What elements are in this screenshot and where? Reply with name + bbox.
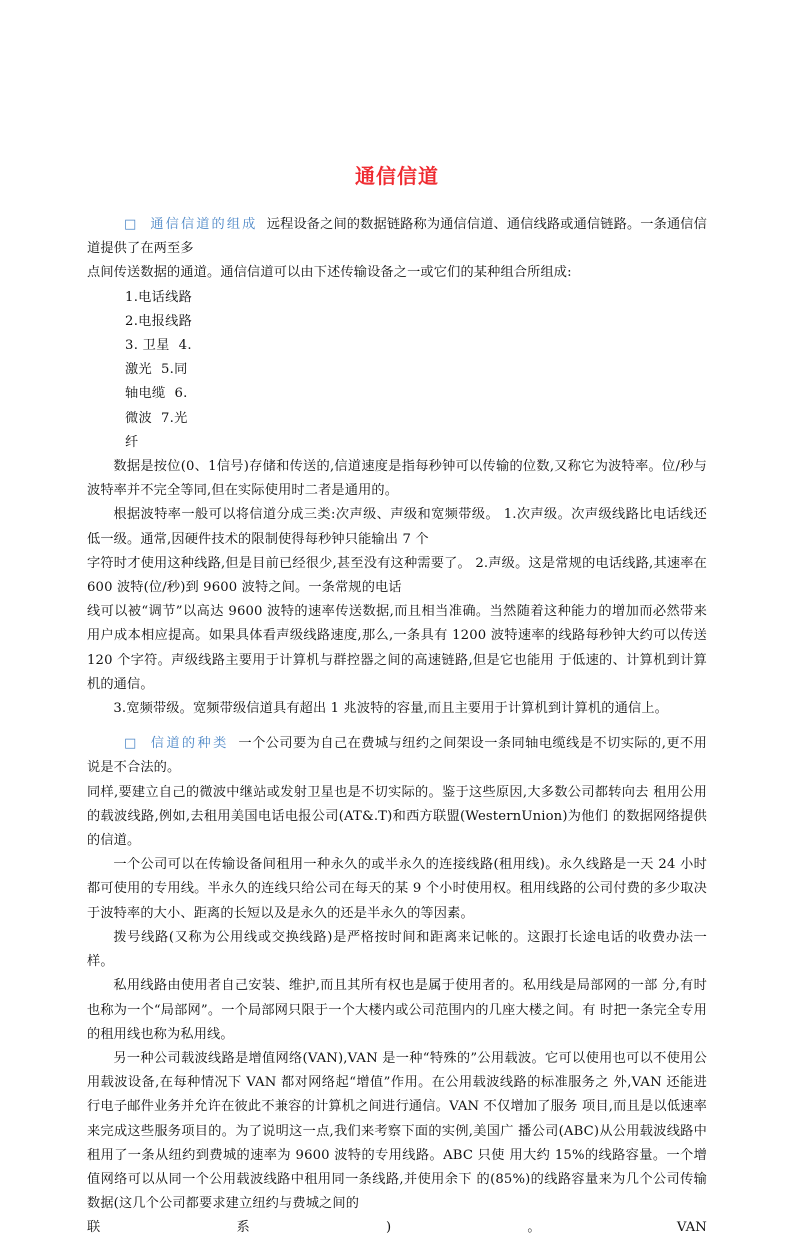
paragraph-van-tail — [87, 1216, 707, 1240]
paragraph-carrier-lines: 同样,要建立自己的微波中继站或发射卫星也是不切实际的。鉴于这些原因,大多数公司都转向去 租用公用的载波线路,例如,去租用美国电话电报公司(AT&.T)和西方联盟(WesternUnion)为他们 的数据网络提供的信道。 — [87, 784, 707, 849]
tail-fragment: 系 — [236, 1220, 250, 1236]
square-bullet-icon: □ — [123, 217, 137, 232]
section-intro-continuation-composition: 点间传送数据的通道。通信信道可以由下述传输设备之一或它们的某种组合所组成: — [87, 265, 572, 281]
tail-fragment: 联 — [87, 1220, 101, 1236]
list-item: 1.电话线路 — [125, 289, 193, 305]
section-composition — [87, 213, 707, 721]
square-bullet-icon: □ — [123, 736, 137, 752]
tail-fragment: VAN — [676, 1220, 707, 1236]
paragraph-leased-lines: 一个公司可以在传输设备间租用一种永久的或半永久的连接线路(租用线)。永久线路是一天 24 小时都可使用的专用线。半永久的连线只给公司在每天的某 9 个小时使用权。租用线路的公司付费的多少取决于波特率的大小、距离的长短以及是永久的还是半永久的等因素。 — [87, 857, 707, 921]
paragraph-voice-grade-detail: 线可以被“调节”以高达 9600 波特的速率传送数据,而且相当准确。当然随着这种能力的增加而必然带来用户成本相应提高。如果具体看声级线路速度,那么,一条具有 1200 波特速率的线路每秒钟大约可以传送 120 个字符。声级线路主要用于计算机与群控器之间的高速链路,但是它也能用 于低速的、计算机到计算机的通信。 — [87, 604, 707, 692]
list-item: 3. 卫星 4. — [125, 338, 192, 354]
tail-fragment: ) — [385, 1220, 392, 1236]
paragraph-van: 另一种公司载波线路是增值网络(VAN),VAN 是一种“特殊的”公用载波。它可以使用也可以不使用公用载波设备,在每种情况下 VAN 都对网络起“增值”作用。在公用载波线路的标准服务之 外,VAN 还能进行电子邮件业务并允许在彼此不兼容的计算机之间进行通信。VAN 不仅增加了服务 项目,而且是以低速率来完成这些服务项目的。为了说明这一点,我们来考察下面的实例,美国广 播公司(ABC)从公用载波线路中租用了一条从纽约到费城的速率为 9600 波特的专用线路。ABC 只使 用大约 15%的线路容量。一个增值网络可以从同一个公用载波线路中租用同一条线路,并使用余下 的(85%)的线路容量来为几个公司传输数据(这几个公司都要求建立纽约与费城之间的 — [87, 1050, 707, 1212]
document-body — [87, 213, 707, 1241]
section-spacer — [87, 721, 707, 732]
paragraph-channel-classes: 根据波特率一般可以将信道分成三类:次声级、声级和宽频带级。 1.次声级。次声级线路比电话线还低一级。通常,因硬件技术的限制使得每秒钟只能输出 7 个 — [87, 507, 707, 547]
section-heading-composition: 通信信道的组成 — [150, 217, 258, 232]
list-item: 2.电报线路 — [125, 313, 193, 329]
paragraph-baud-definition: 数据是按位(0、1信号)存储和传送的,信道速度是指每秒钟可以传输的位数,又称它为波特率。位/秒与波特率并不完全等同,但在实际使用时二者是通用的。 — [87, 459, 707, 499]
list-item: 微波 7.光 — [125, 410, 188, 426]
list-item: 轴电缆 6. — [125, 386, 188, 402]
tail-fragment: 。 — [527, 1220, 541, 1236]
section-types — [87, 732, 707, 1240]
section-heading-line-types — [87, 732, 707, 780]
page-title: 通信信道 — [355, 164, 439, 188]
section-heading-line-composition — [87, 213, 707, 261]
section-heading-rest-composition: 远程设备之间的数据链路称为通信信道、通信线路或通信链路。一条通信信道提供了在两至多 — [87, 217, 707, 257]
section-heading-rest-types: 一个公司要为自己在费城与纽约之间架设一条同轴电缆线是不切实际的,更不用说是不合法的。 — [87, 736, 708, 776]
list-item: 激光 5.同 — [125, 362, 188, 378]
paragraph-broadband-grade: 3.宽频带级。宽频带级信道具有超出 1 兆波特的容量,而且主要用于计算机到计算机的通信上。 — [113, 701, 668, 717]
paragraph-dialup-lines: 拨号线路(又称为公用线或交换线路)是严格按时间和距离来记帐的。这跟打长途电话的收费办法一样。 — [87, 929, 707, 970]
paragraph-voice-grade: 字符时才使用这种线路,但是目前已经很少,甚至没有这种需要了。 2.声级。这是常规的电话线路,其速率在 600 波特(位/秒)到 9600 波特之间。一条常规的电话 — [87, 555, 707, 596]
paragraph-private-lines: 私用线路由使用者自己安装、维护,而且其所有权也是属于使用者的。私用线是局部网的一部 分,有时也称为一个“局部网”。一个局部网只限于一个大楼内或公司范围内的几座大楼之间。有 时把一条完全专用的租用线也称为私用线。 — [87, 978, 707, 1042]
list-item: 纤 — [125, 434, 139, 450]
section-heading-types: 信道的种类 — [150, 736, 229, 752]
transmission-device-list — [87, 286, 707, 455]
